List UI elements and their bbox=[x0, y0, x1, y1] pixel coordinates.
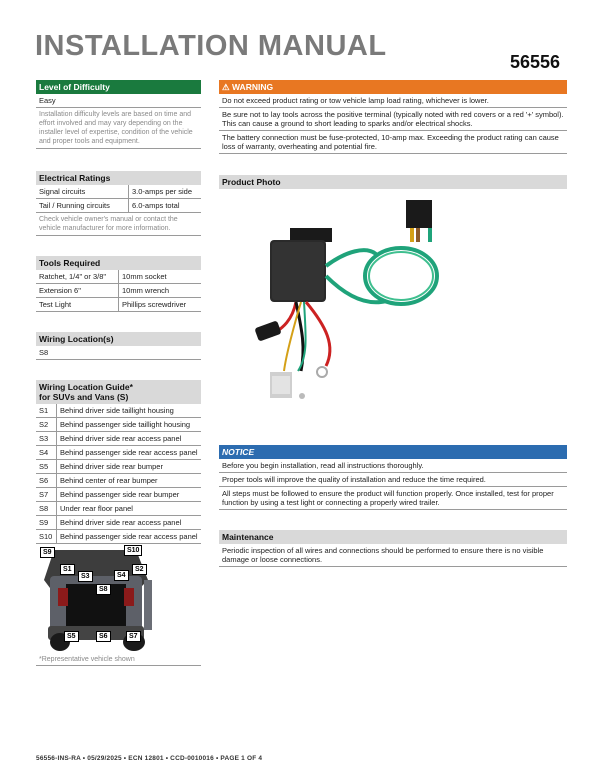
notice-item: Proper tools will improve the quality of installation and reduce the time required. bbox=[219, 473, 567, 487]
electrical-section bbox=[36, 171, 201, 236]
part-number: 56556 bbox=[510, 52, 561, 72]
guide-text: Behind driver side rear access panel bbox=[60, 518, 182, 527]
table-row bbox=[36, 199, 201, 213]
table-row bbox=[36, 270, 201, 284]
difficulty-note: Installation difficulty levels are based on time and effort involved and may vary depending on the installer level of expertise, condition of the vehicle and proper tools and equipment. bbox=[36, 108, 201, 149]
guide-code: S9 bbox=[36, 516, 57, 529]
guide-code: S2 bbox=[36, 418, 57, 431]
tool-item: Test Light bbox=[36, 298, 119, 311]
guide-section bbox=[36, 380, 201, 544]
maintenance-heading: Maintenance bbox=[219, 530, 567, 544]
image-label-s7: S7 bbox=[126, 631, 141, 642]
warning-heading-text: WARNING bbox=[232, 82, 274, 92]
image-label-s1: S1 bbox=[60, 564, 75, 575]
table-row bbox=[36, 298, 201, 312]
guide-list bbox=[36, 404, 201, 544]
photo-heading: Product Photo bbox=[219, 175, 567, 189]
product-photo bbox=[246, 196, 446, 411]
electrical-label: Tail / Running circuits bbox=[36, 199, 129, 212]
image-label-s3: S3 bbox=[78, 571, 93, 582]
table-row bbox=[36, 446, 201, 460]
guide-text: Behind driver side taillight housing bbox=[60, 406, 174, 415]
table-row bbox=[36, 488, 201, 502]
image-label-s8: S8 bbox=[96, 584, 111, 595]
table-row bbox=[36, 516, 201, 530]
photo-section bbox=[219, 175, 567, 189]
warning-triangle-icon: ⚠ bbox=[222, 82, 230, 92]
guide-heading-line1: Wiring Location Guide* bbox=[39, 382, 133, 392]
maintenance-text: Periodic inspection of all wires and connections should be performed to ensure there is no visible damage or loose connections. bbox=[219, 544, 567, 567]
warning-section bbox=[219, 80, 567, 154]
table-row bbox=[36, 460, 201, 474]
guide-code: S10 bbox=[36, 530, 57, 543]
image-label-s9: S9 bbox=[40, 547, 55, 558]
notice-item: Before you begin installation, read all instructions thoroughly. bbox=[219, 459, 567, 473]
table-row bbox=[36, 418, 201, 432]
warning-item: Be sure not to lay tools across the positive terminal (typically noted with red covers or a red '+' symbol). This can cause a ground to short leading to sparks and/or electrical shocks. bbox=[219, 108, 567, 131]
footnote-wrap bbox=[36, 654, 201, 666]
guide-code: S4 bbox=[36, 446, 57, 459]
guide-text: Behind driver side rear bumper bbox=[60, 462, 163, 471]
guide-text: Behind passenger side rear access panel bbox=[60, 448, 198, 457]
table-row bbox=[36, 284, 201, 298]
wiring-location-value: S8 bbox=[36, 346, 201, 360]
table-row bbox=[36, 185, 201, 199]
notice-item: All steps must be followed to ensure the product will function properly. Once installed, test for proper function by using a test light or connecting a properly wired trailer. bbox=[219, 487, 567, 510]
wiring-harness-image bbox=[246, 196, 446, 411]
guide-code: S6 bbox=[36, 474, 57, 487]
difficulty-level: Easy bbox=[36, 94, 201, 108]
vehicle-footnote: *Representative vehicle shown bbox=[39, 656, 135, 663]
page-title: INSTALLATION MANUAL bbox=[35, 30, 387, 62]
guide-text: Behind passenger side taillight housing bbox=[60, 420, 191, 429]
guide-text: Under rear floor panel bbox=[60, 504, 133, 513]
tool-item: Ratchet, 1/4" or 3/8" bbox=[36, 270, 119, 283]
notice-section bbox=[219, 445, 567, 510]
guide-heading bbox=[36, 380, 201, 404]
tool-item: Phillips screwdriver bbox=[122, 300, 187, 309]
electrical-label: Signal circuits bbox=[36, 185, 129, 198]
warning-item: Do not exceed product rating or tow vehicle lamp load rating, whichever is lower. bbox=[219, 94, 567, 108]
guide-text: Behind passenger side rear access panel bbox=[60, 532, 198, 541]
notice-heading: NOTICE bbox=[219, 445, 567, 459]
warning-heading bbox=[219, 80, 567, 94]
guide-code: S7 bbox=[36, 488, 57, 501]
table-row bbox=[36, 474, 201, 488]
page-footer: 56556-INS-RA • 05/29/2025 • ECN 12801 • CCD-0010016 • PAGE 1 OF 4 bbox=[36, 755, 263, 762]
image-label-s4: S4 bbox=[114, 570, 129, 581]
vehicle-illustration bbox=[36, 540, 156, 652]
guide-text: Behind driver side rear access panel bbox=[60, 434, 182, 443]
wiring-location-heading: Wiring Location(s) bbox=[36, 332, 201, 346]
table-row bbox=[36, 432, 201, 446]
maintenance-section bbox=[219, 530, 567, 567]
wiring-location-section bbox=[36, 332, 201, 360]
difficulty-heading: Level of Difficulty bbox=[36, 80, 201, 94]
guide-text: Behind passenger side rear bumper bbox=[60, 490, 180, 499]
tools-section bbox=[36, 256, 201, 312]
guide-text: Behind center of rear bumper bbox=[60, 476, 158, 485]
image-label-s10: S10 bbox=[124, 545, 142, 556]
tools-heading: Tools Required bbox=[36, 256, 201, 270]
table-row bbox=[36, 502, 201, 516]
difficulty-section bbox=[36, 80, 201, 149]
guide-code: S8 bbox=[36, 502, 57, 515]
tool-item: 10mm wrench bbox=[122, 286, 170, 295]
tool-item: Extension 6" bbox=[36, 284, 119, 297]
guide-code: S1 bbox=[36, 404, 57, 417]
warning-item: The battery connection must be fuse-protected, 10-amp max. Exceeding the product rating can cause loss of warranty, overheating and potential fire. bbox=[219, 131, 567, 154]
image-label-s2: S2 bbox=[132, 564, 147, 575]
guide-code: S5 bbox=[36, 460, 57, 473]
guide-heading-line2: for SUVs and Vans (S) bbox=[39, 392, 129, 402]
image-label-s5: S5 bbox=[64, 631, 79, 642]
guide-code: S3 bbox=[36, 432, 57, 445]
table-row bbox=[36, 404, 201, 418]
tool-item: 10mm socket bbox=[122, 272, 167, 281]
electrical-heading: Electrical Ratings bbox=[36, 171, 201, 185]
electrical-note: Check vehicle owner's manual or contact the vehicle manufacturer for more information. bbox=[36, 213, 201, 236]
electrical-value: 6.0-amps total bbox=[132, 201, 180, 210]
electrical-value: 3.0-amps per side bbox=[132, 187, 193, 196]
image-label-s6: S6 bbox=[96, 631, 111, 642]
